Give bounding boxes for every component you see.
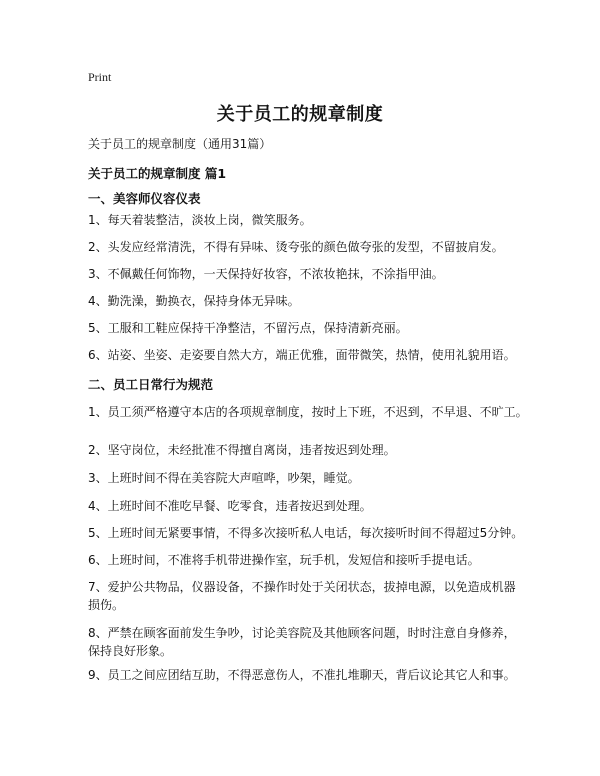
list-item: 9、员工之间应团结互助，不得恶意伤人，不准扎堆聊天，背后议论其它人和事。 xyxy=(88,668,516,682)
list-item: 1、员工须严格遵守本店的各项规章制度，按时上下班，不迟到，不早退、不旷工。 xyxy=(88,405,528,419)
print-link[interactable]: Print xyxy=(88,70,112,84)
list-item: 6、上班时间，不准将手机带进操作室，玩手机，发短信和接听手提电话。 xyxy=(88,553,480,567)
section-heading-appearance: 一、美容师仪容仪表 xyxy=(88,191,201,206)
list-item: 4、上班时间不准吃早餐、吃零食，违者按迟到处理。 xyxy=(88,499,372,513)
list-item: 8、严禁在顾客面前发生争吵，讨论美容院及其他顾客问题，时时注意自身修养，保持良好形象。 xyxy=(88,626,516,658)
list-item: 4、勤洗澡，勤换衣，保持身体无异味。 xyxy=(88,294,300,308)
section-heading-conduct: 二、员工日常行为规范 xyxy=(88,377,214,392)
document-subtitle: 关于员工的规章制度（通用31篇） xyxy=(88,137,272,151)
list-item: 6、站姿、坐姿、走姿要自然大方，端正优雅，面带微笑，热情，使用礼貌用语。 xyxy=(88,348,516,362)
page-title: 关于员工的规章制度 xyxy=(216,104,384,125)
article-heading: 关于员工的规章制度 篇1 xyxy=(88,166,227,181)
list-item: 2、头发应经常清洗，不得有异味、烫夸张的颜色做夸张的发型，不留披肩发。 xyxy=(88,240,504,254)
list-item: 1、每天着装整洁，淡妆上岗，微笑服务。 xyxy=(88,213,312,227)
list-item: 2、坚守岗位，未经批准不得擅自离岗，违者按迟到处理。 xyxy=(88,443,396,457)
list-item: 5、上班时间无紧要事情，不得多次接听私人电话，每次接听时间不得超过5分钟。 xyxy=(88,526,524,540)
list-item: 7、爱护公共物品，仪器设备，不操作时处于关闭状态，拔掉电源，以免造成机器损伤。 xyxy=(88,580,516,612)
list-item: 5、工服和工鞋应保持干净整洁，不留污点，保持清新亮丽。 xyxy=(88,321,408,335)
list-item: 3、不佩戴任何饰物，一天保持好妆容，不浓妆艳抹，不涂指甲油。 xyxy=(88,267,444,281)
list-item: 3、上班时间不得在美容院大声喧哗，吵架，睡觉。 xyxy=(88,471,360,485)
